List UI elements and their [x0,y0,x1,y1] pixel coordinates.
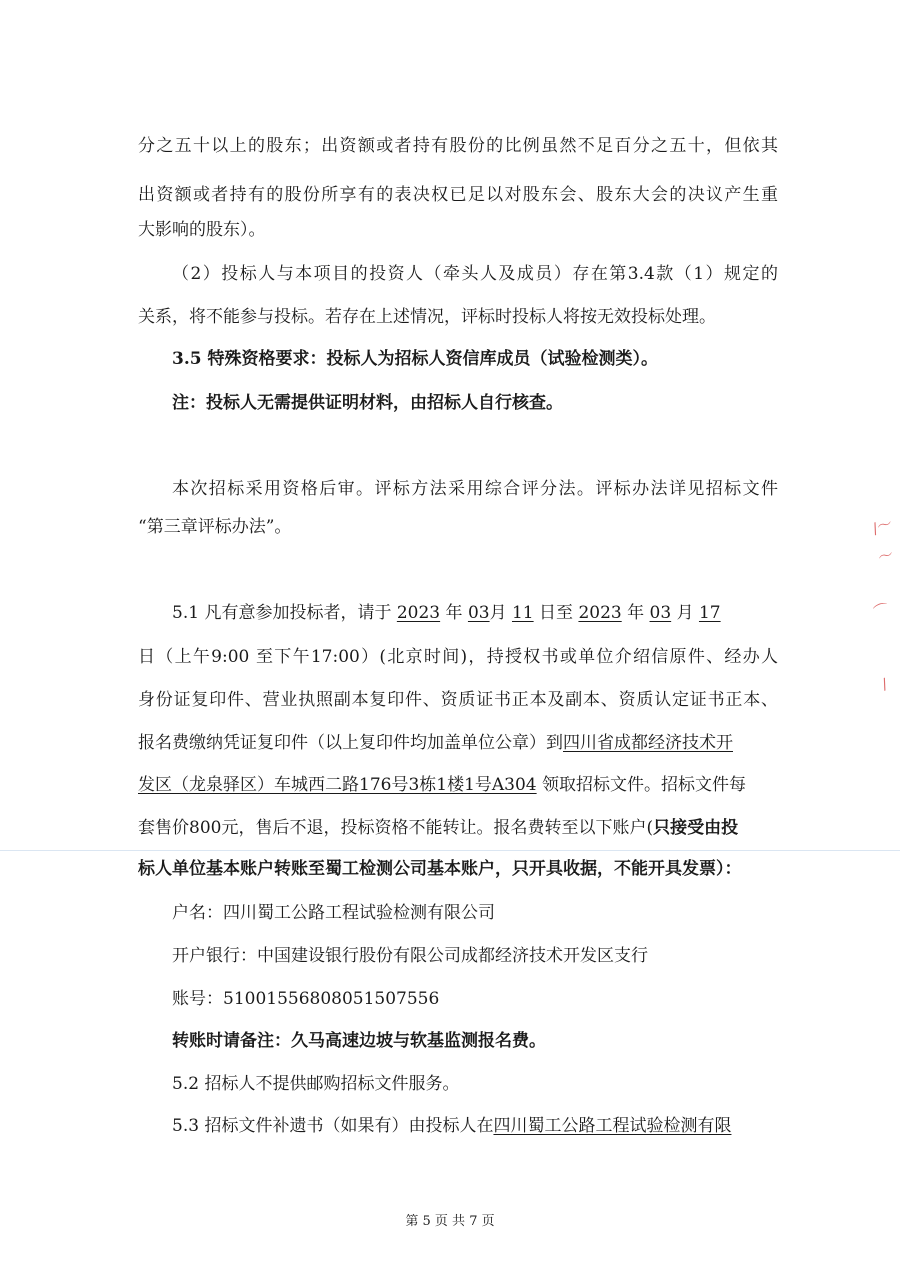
text-span: 月 [489,603,507,623]
account-number: 账号：51001556808051507556 [172,989,440,1009]
body-line [138,773,778,797]
body-line: 日（上午9:00 至下午17:00）(北京时间)，持授权书或单位介绍信原件、经办人 [138,647,778,667]
year-start: 2023 [396,603,441,623]
special-qualification: 3.5 特殊资格要求：投标人为招标人资信库成员（试验检测类）。 [172,349,658,369]
body-line: 出资额或者持有的股份所享有的表决权已足以对股东会、股东大会的决议产生重 [138,185,778,205]
text-span: 套售价800元，售后不退，投标资格不能转让。报名费转至以下账户( [138,818,654,838]
body-line [138,816,778,840]
page-footer: 第 5 页 共 7 页 [405,1214,495,1229]
text-span: 年 [627,603,645,623]
transfer-note: 转账时请备注：久马高速边坡与软基监测报名费。 [172,1031,546,1051]
body-line: 5.2 招标人不提供邮购招标文件服务。 [172,1074,460,1094]
body-line: “第三章评标办法”。 [138,517,292,537]
company-name: 四川蜀工公路工程试验检测有限 [493,1116,732,1136]
day-start: 11 [511,603,534,623]
seal-fragment-2: 〜 [875,544,896,567]
body-line: （2）投标人与本项目的投资人（牵头人及成员）存在第3.4款（1）规定的 [172,264,778,284]
text-span: 月 [676,603,694,623]
month-end: 03 [649,603,672,623]
year-end: 2023 [578,603,622,623]
month-start: 03 [467,603,490,623]
text-span: 领取招标文件。招标文件每 [536,775,747,795]
address-part-2: 发区（龙泉驿区）车城西二路176号3栋1楼1号A304 [138,775,537,795]
seal-fragment-3: ⌒ [871,599,892,622]
body-line: 本次招标采用资格后审。评标方法采用综合评分法。评标办法详见招标文件 [172,479,778,499]
seal-fragment-4: ∕ [879,674,890,694]
body-line: 关系，将不能参与投标。若存在上述情况，评标时投标人将按无效投标处理。 [138,307,716,327]
address-part-1: 四川省成都经济技术开 [563,733,733,753]
bold-span: 只接受由投 [653,818,739,838]
account-name: 户名：四川蜀工公路工程试验检测有限公司 [172,903,495,923]
scan-artifact-line [0,850,900,851]
body-line [172,1114,778,1138]
text-span: 报名费缴纳凭证复印件（以上复印件均加盖单位公章）到 [138,733,563,753]
seal-fragment-1: ∕〜 [869,514,895,538]
text-span: 日至 [539,603,574,623]
body-line [138,731,778,755]
text-span: 5.1 凡有意参加投标者，请于 [172,603,392,623]
body-line: 标人单位基本账户转账至蜀工检测公司基本账户，只开具收据，不能开具发票）： [138,859,742,879]
body-line: 身份证复印件、营业执照副本复印件、资质证书正本及副本、资质认定证书正本、 [138,690,778,710]
body-line: 大影响的股东）。 [138,220,266,240]
day-end: 17 [698,603,721,623]
body-line: 分之五十以上的股东；出资额或者持有股份的比例虽然不足百分之五十，但依其 [138,136,778,156]
note-line: 注：投标人无需提供证明材料，由招标人自行核查。 [172,393,563,413]
text-span: 年 [445,603,463,623]
bank-name: 开户银行：中国建设银行股份有限公司成都经济技术开发区支行 [172,946,648,966]
date-line [172,601,778,625]
text-span: 5.3 招标文件补遗书（如果有）由投标人在 [172,1116,494,1136]
